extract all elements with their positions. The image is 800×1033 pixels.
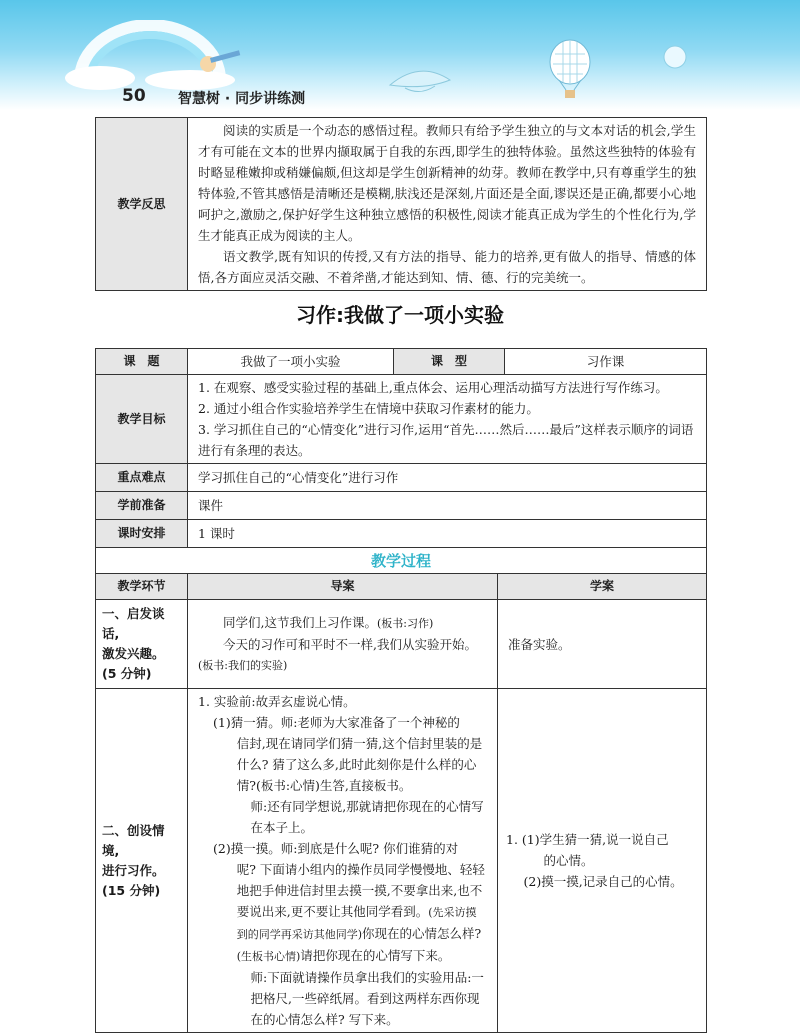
- stage2-study: [498, 689, 707, 1033]
- time-label: 课时安排: [96, 520, 188, 548]
- stage1-guide: [188, 600, 498, 689]
- stage2-guide-line: 师:还有同学想说,那就请把你现在的心情写在本子上。: [250, 799, 484, 835]
- goal-item: 2. 通过小组合作实验培养学生在情境中获取习作素材的能力。: [198, 401, 539, 416]
- col-stage-header: 教学环节: [96, 574, 188, 600]
- stage2-name: [96, 689, 188, 1033]
- stage2-name-line: (15 分钟): [102, 882, 161, 898]
- lesson-plan-table: [95, 348, 707, 576]
- stage2-guide-line: (1)猜一猜。师:老师为大家准备了一个神秘的: [213, 715, 460, 730]
- stage2-guide-line: [198, 859, 487, 967]
- reflection-paragraph: 阅读的实质是一个动态的感悟过程。教师只有给予学生独立的与文本对话的机会,学生才有可能在文本的世界内撷取属于自我的东西,即学生的独特体验。虽然这些独特的体验有时略显稚嫩抑或稍嫌偏颇,但这却是学生创新精神的幼芽。教师在教学中,只有尊重学生的独特体验,不管其感悟是清晰还是模糊,肤浅还是深刻,片面还是全面,谬误还是正确,都要小心地呵护之,激励之,保护好学生这种独立感悟的积极性,阅读才能真正成为学生的个性化行为,学生才能真正成为阅读的主人。: [198, 123, 696, 243]
- stage1-name-line: 一、启发谈话,: [102, 606, 165, 641]
- hot-air-balloon-icon: [545, 38, 595, 108]
- stage2-guide-line: (2)摸一摸。师:到底是什么呢? 你们谁猜的对: [213, 841, 459, 856]
- reflection-table: [95, 117, 707, 291]
- stage2-study-line: 的心情。: [543, 853, 594, 868]
- prep-value: 课件: [188, 492, 707, 520]
- type-label: 课 型: [394, 349, 505, 375]
- stage1-name: [96, 600, 188, 689]
- reflection-content: [188, 118, 707, 291]
- key-label: 重点难点: [96, 464, 188, 492]
- stage2-name-line: 二、创设情境,: [102, 822, 165, 858]
- stage2-guide-line: 信封,现在请同学们猜一猜,这个信封里装的是什么? 猜了这么多,此时此刻你是什么样的心情?(板书:心情)生答,直接板书。: [236, 736, 483, 793]
- rainbow-cloud-illustration: [60, 20, 250, 90]
- stage2-guide: [188, 689, 498, 1033]
- stage1-guide-text: 今天的习作可和平时不一样,我们从实验开始。: [223, 637, 477, 652]
- stage1-name-line: 激发兴趣。: [102, 646, 165, 661]
- stage1-board-note: (板书:我们的实验): [198, 659, 288, 672]
- stage2-guide-line: 师:下面就请操作员拿出我们的实验用品:一把格尺,一些碎纸屑。看到这两样东西你现在的心情怎么样? 写下来。: [250, 970, 484, 1027]
- sun-icon: [660, 42, 690, 72]
- goals-label: 教学目标: [96, 375, 188, 464]
- stage2-name-line: 进行习作。: [102, 862, 165, 878]
- stage2-guide-heading: 1. 实验前:故弄玄虚说心情。: [198, 694, 356, 709]
- time-value: 1 课时: [188, 520, 707, 548]
- stage2-guide-text: 你现在的心情怎么样?: [362, 926, 482, 941]
- stage1-name-line: (5 分钟): [102, 666, 152, 681]
- stage1-study: 准备实验。: [498, 600, 707, 689]
- topic-label: 课 题: [96, 349, 188, 375]
- topic-value: 我做了一项小实验: [188, 349, 394, 375]
- section-title: 习作:我做了一项小实验: [296, 303, 504, 327]
- stage2-note: (生板书心情): [236, 950, 301, 963]
- stage2-guide-text: 请把你现在的心情写下来。: [300, 948, 451, 963]
- key-value: 学习抓住自己的“心情变化”进行习作: [188, 464, 707, 492]
- goal-item: 3. 学习抓住自己的“心情变化”进行习作,运用“首先……然后……最后”这样表示顺序的词语进行有条理的表达。: [198, 422, 694, 458]
- stage1-board-note: (板书:习作): [376, 617, 434, 630]
- reflection-label: 教学反思: [96, 118, 188, 291]
- col-study-header: 学案: [498, 574, 707, 600]
- stage2-study-line: (2)摸一摸,记录自己的心情。: [523, 874, 683, 889]
- col-guide-header: 导案: [188, 574, 498, 600]
- stage2-guide-text: 呢? 下面请小组内的操作员同学慢慢地、轻轻地把手伸进信封里去摸一摸,不要拿出来,也不要说出来,更不要让其他同学看到。: [236, 862, 485, 919]
- process-table: [95, 573, 707, 1033]
- prep-label: 学前准备: [96, 492, 188, 520]
- type-value: 习作课: [505, 349, 707, 375]
- series-title: 智慧树 · 同步讲练测: [178, 91, 306, 107]
- process-title: 教学过程: [96, 548, 707, 576]
- goals-content: [188, 375, 707, 464]
- leaf-glider-illustration: [385, 60, 455, 100]
- stage2-study-line: 1. (1)学生猜一猜,说一说自己: [506, 832, 669, 847]
- reflection-paragraph: 语文教学,既有知识的传授,又有方法的指导、能力的培养,更有做人的指导、情感的体悟,各方面应灵活交融、不着斧凿,才能达到知、情、德、行的完美统一。: [198, 249, 696, 285]
- goal-item: 1. 在观察、感受实验过程的基础上,重点体会、运用心理活动描写方法进行写作练习。: [198, 380, 668, 395]
- page-number: 50: [122, 86, 146, 106]
- stage1-guide-text: 同学们,这节我们上习作课。: [223, 615, 377, 630]
- stage2-note: (先采访摸到的同学再采访其他同学): [236, 906, 477, 941]
